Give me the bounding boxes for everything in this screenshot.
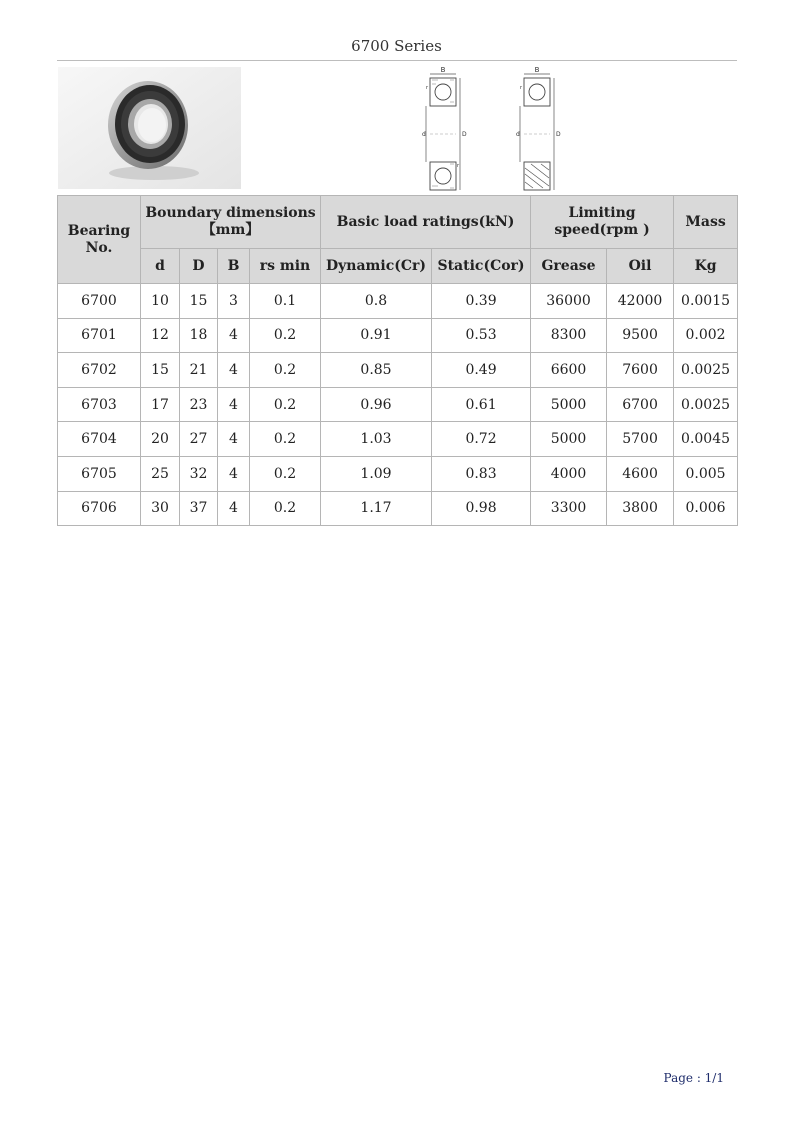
table-cell: 4600 <box>607 456 674 491</box>
table-cell: 4 <box>218 456 250 491</box>
table-cell: 0.96 <box>321 387 432 422</box>
table-cell: 37 <box>180 491 218 526</box>
table-cell: 0.006 <box>674 491 738 526</box>
svg-text:r: r <box>426 85 429 91</box>
table-cell: 18 <box>180 318 218 353</box>
bearing-shielded-section-drawing <box>508 64 568 192</box>
table-cell: 5700 <box>607 422 674 457</box>
table-cell: 32 <box>180 456 218 491</box>
table-cell: 5000 <box>531 422 607 457</box>
table-cell: 0.2 <box>250 387 321 422</box>
table-cell: 4 <box>218 422 250 457</box>
header-mass: Mass <box>674 196 738 249</box>
table-cell: 6701 <box>58 318 141 353</box>
table-cell: 4000 <box>531 456 607 491</box>
table-cell: 0.002 <box>674 318 738 353</box>
svg-text:D: D <box>556 131 561 138</box>
header-boundary-unit: 【mm】 <box>201 222 260 238</box>
table-cell: 36000 <box>531 284 607 319</box>
header-limiting-speed: Limiting speed(rpm ) <box>531 196 674 249</box>
table-cell: 4 <box>218 387 250 422</box>
table-cell: 42000 <box>607 284 674 319</box>
table-cell: 0.61 <box>432 387 531 422</box>
table-cell: 7600 <box>607 353 674 388</box>
table-cell: 4 <box>218 318 250 353</box>
table-cell: 0.83 <box>432 456 531 491</box>
svg-text:B: B <box>440 66 446 74</box>
bearing-spec-table <box>57 195 738 526</box>
table-cell: 8300 <box>531 318 607 353</box>
svg-text:r: r <box>457 163 460 169</box>
svg-text:d: d <box>422 131 426 138</box>
table-cell: 0.0025 <box>674 387 738 422</box>
page-title: 6700 Series <box>351 37 442 55</box>
table-cell: 10 <box>141 284 180 319</box>
svg-text:d: d <box>516 131 520 138</box>
table-cell: 9500 <box>607 318 674 353</box>
table-row <box>58 353 738 388</box>
table-cell: 3800 <box>607 491 674 526</box>
table-cell: 25 <box>141 456 180 491</box>
table-cell: 0.39 <box>432 284 531 319</box>
table-cell: 4 <box>218 353 250 388</box>
table-cell: 0.2 <box>250 491 321 526</box>
table-row <box>58 284 738 319</box>
col-header-static: Static(Cor) <box>432 249 531 284</box>
table-row <box>58 422 738 457</box>
table-cell: 0.2 <box>250 422 321 457</box>
table-cell: 0.8 <box>321 284 432 319</box>
header-boundary-label: Boundary dimensions <box>145 205 316 221</box>
col-header-B: B <box>218 249 250 284</box>
table-cell: 6700 <box>607 387 674 422</box>
table-cell: 30 <box>141 491 180 526</box>
table-row <box>58 491 738 526</box>
table-cell: 0.98 <box>432 491 531 526</box>
table-cell: 6706 <box>58 491 141 526</box>
table-cell: 0.2 <box>250 456 321 491</box>
page-number: Page : 1/1 <box>663 1071 724 1085</box>
bearing-photo <box>58 67 241 189</box>
table-cell: 0.2 <box>250 353 321 388</box>
table-cell: 1.17 <box>321 491 432 526</box>
table-row <box>58 318 738 353</box>
table-cell: 6704 <box>58 422 141 457</box>
table-cell: 1.03 <box>321 422 432 457</box>
table-cell: 0.005 <box>674 456 738 491</box>
table-cell: 4 <box>218 491 250 526</box>
table-cell: 0.1 <box>250 284 321 319</box>
table-cell: 3300 <box>531 491 607 526</box>
table-cell: 0.85 <box>321 353 432 388</box>
col-header-rs-min: rs min <box>250 249 321 284</box>
table-cell: 6703 <box>58 387 141 422</box>
svg-text:B: B <box>534 66 540 74</box>
col-header-grease: Grease <box>531 249 607 284</box>
header-boundary-dimensions <box>141 196 321 249</box>
table-cell: 27 <box>180 422 218 457</box>
table-cell: 6600 <box>531 353 607 388</box>
svg-text:r: r <box>520 85 523 91</box>
table-cell: 6705 <box>58 456 141 491</box>
table-cell: 23 <box>180 387 218 422</box>
table-cell: 3 <box>218 284 250 319</box>
col-header-dynamic: Dynamic(Cr) <box>321 249 432 284</box>
table-cell: 21 <box>180 353 218 388</box>
table-cell: 12 <box>141 318 180 353</box>
table-cell: 20 <box>141 422 180 457</box>
table-row <box>58 456 738 491</box>
table-cell: 0.2 <box>250 318 321 353</box>
table-cell: 6702 <box>58 353 141 388</box>
table-cell: 0.91 <box>321 318 432 353</box>
header-load-ratings: Basic load ratings(kN) <box>321 196 531 249</box>
table-row <box>58 387 738 422</box>
svg-text:D: D <box>462 131 467 138</box>
table-cell: 15 <box>180 284 218 319</box>
table-cell: 0.0015 <box>674 284 738 319</box>
table-cell: 5000 <box>531 387 607 422</box>
col-header-kg: Kg <box>674 249 738 284</box>
table-cell: 6700 <box>58 284 141 319</box>
table-cell: 0.0045 <box>674 422 738 457</box>
table-cell: 0.49 <box>432 353 531 388</box>
title-divider <box>57 60 737 61</box>
bearing-section-drawing <box>414 64 474 192</box>
col-header-oil: Oil <box>607 249 674 284</box>
table-cell: 0.0025 <box>674 353 738 388</box>
table-body <box>58 284 738 526</box>
table-cell: 1.09 <box>321 456 432 491</box>
col-header-d: d <box>141 249 180 284</box>
col-header-D: D <box>180 249 218 284</box>
table-cell: 0.53 <box>432 318 531 353</box>
table-cell: 15 <box>141 353 180 388</box>
table-cell: 0.72 <box>432 422 531 457</box>
table-cell: 17 <box>141 387 180 422</box>
header-bearing-no: Bearing No. <box>58 196 141 284</box>
